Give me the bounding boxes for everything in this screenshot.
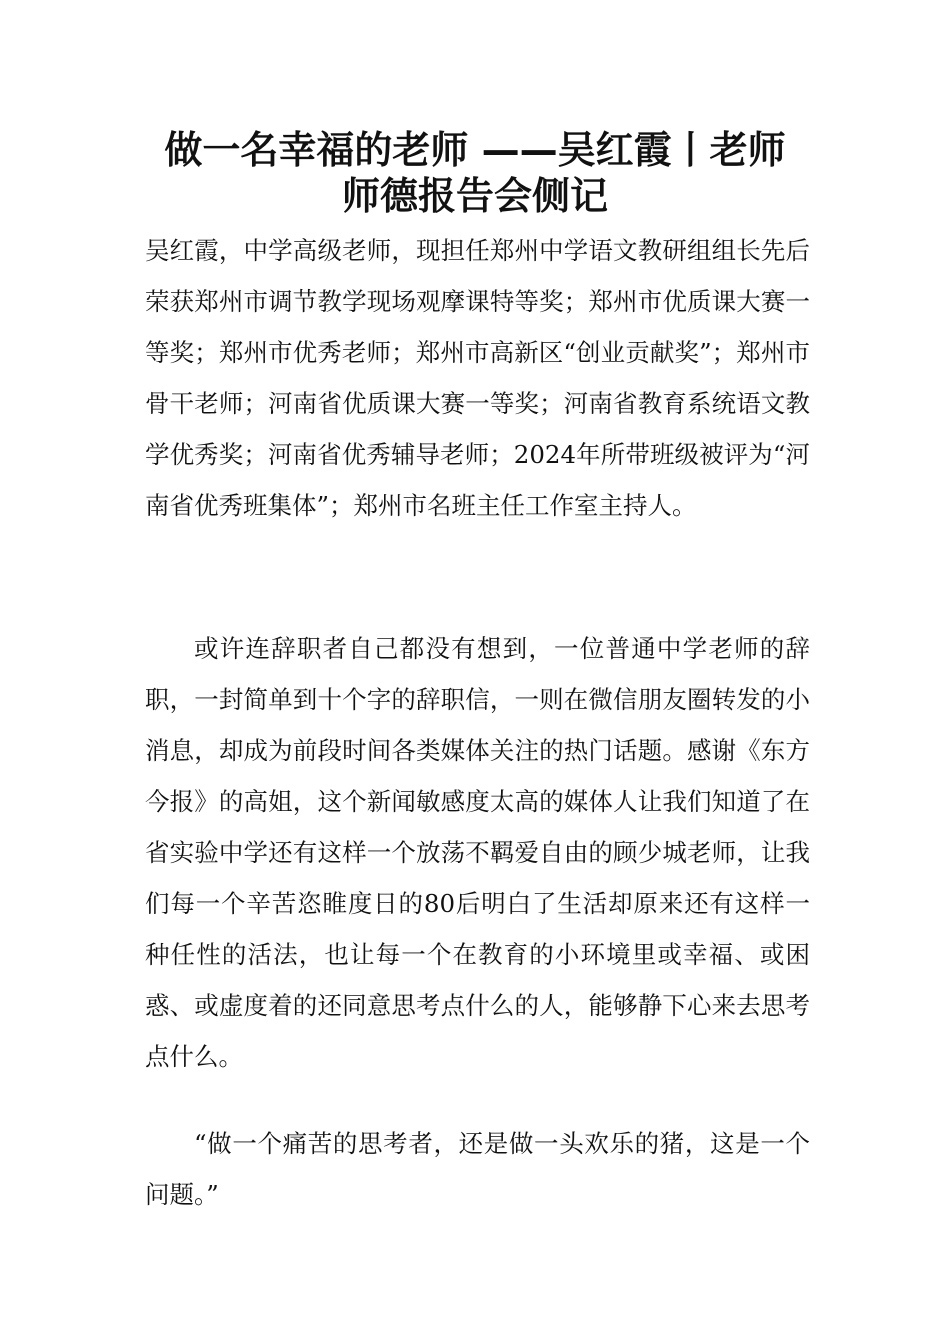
document-title-line-1: 做一名幸福的老师 ——吴红霞丨老师 [164,128,786,172]
paragraph-resignation: 或许连辞职者自己都没有想到，一位普通中学老师的辞职，一封简单到十个字的辞职信，一则在微信朋友圈转发的小消息，却成为前段时间各类媒体关注的热门话题。感谢《东方今报》的高姐，这个新闻敏感度太高的媒体人让我们知道了在省实验中学还有这样一个放荡不羁爱自由的顾少城老师，让我们每一个辛苦恣睢度日的80后明白了生活却原来还有这样一种任性的活法，也让每一个在教育的小环境里或幸福、或困惑、或虚度着的还同意思考点什么的人，能够静下心来去思考点什么。 [145,634,810,1071]
paragraph-bio: 吴红霞，中学高级老师，现担任郑州中学语文教研组组长先后荣获郑州市调节教学现场观摩课特等奖；郑州市优质课大赛一等奖；郑州市优秀老师；郑州市高新区“创业贡献奖”；郑州市骨干老师；河南省优质课大赛一等奖；河南省教育系统语文教学优秀奖；河南省优秀辅导老师；2024年所带班级被评为“河南省优秀班集体”；郑州市名班主任工作室主持人。 [145,236,810,520]
paragraph-quote: “做一个痛苦的思考者，还是做一头欢乐的猪，这是一个问题。” [145,1129,810,1209]
document-title-line-2: 师德报告会侧记 [341,174,608,218]
